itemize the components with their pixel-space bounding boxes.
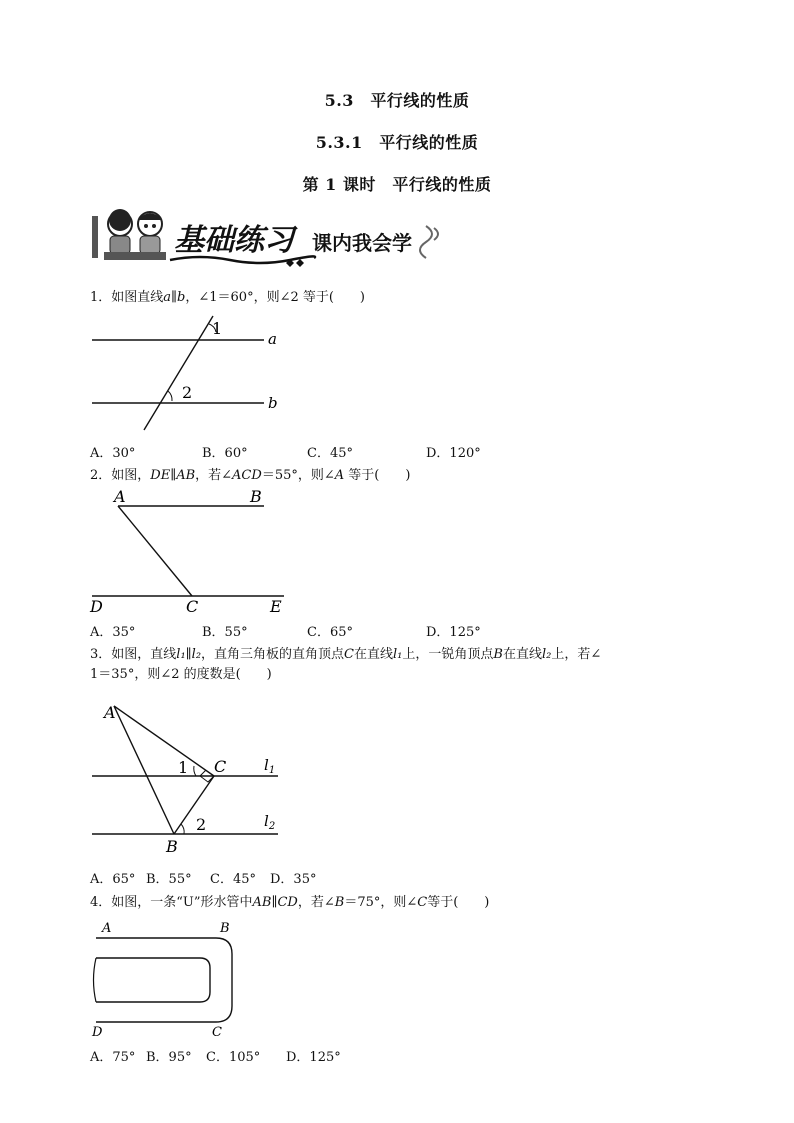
angle-2-label: 2 bbox=[182, 383, 193, 402]
q4-option-c[interactable]: C．105° bbox=[206, 1050, 261, 1065]
pipe-c-label: C bbox=[212, 1025, 222, 1040]
banner-main-text: 基础练习 bbox=[174, 223, 294, 258]
q1-option-c[interactable]: C．45° bbox=[307, 446, 353, 461]
angle-1-label: 1 bbox=[178, 758, 189, 777]
point-c-label: C bbox=[186, 597, 199, 616]
question-4-text: 4．如图，一条“U”形水管中AB∥CD，若∠B＝75°，则∠C等于( ) bbox=[90, 895, 490, 910]
question-1-text: 1．如图直线a∥b，∠1＝60°，则∠2 等于( ) bbox=[90, 290, 366, 305]
question-2-figure bbox=[88, 486, 298, 618]
question-1-figure bbox=[88, 312, 298, 434]
pipe-a-label: A bbox=[102, 921, 112, 936]
banner-sub-text: 课内我会学 bbox=[312, 231, 412, 255]
pipe-b-label: B bbox=[220, 921, 230, 936]
line-l1-label: $l_1$ bbox=[264, 756, 276, 776]
q4-option-d[interactable]: D．125° bbox=[286, 1050, 341, 1065]
line-a-label: a bbox=[268, 330, 277, 348]
vertex-b-label: B bbox=[166, 837, 178, 856]
line-l2-label: $l_2$ bbox=[264, 812, 276, 832]
q1-option-d[interactable]: D．120° bbox=[426, 446, 481, 461]
q4-option-a[interactable]: A．75° bbox=[90, 1050, 136, 1065]
angle-2-label: 2 bbox=[196, 815, 207, 834]
angle-1-label: 1 bbox=[212, 319, 223, 338]
practice-banner bbox=[90, 206, 450, 270]
point-a-label: A bbox=[114, 487, 126, 506]
question-3-figure bbox=[88, 700, 288, 860]
subsection-title: 5.3.1 平行线的性质 bbox=[315, 133, 479, 152]
q1-option-b[interactable]: B．60° bbox=[202, 446, 248, 461]
q2-option-d[interactable]: D．125° bbox=[426, 625, 481, 640]
point-d-label: D bbox=[90, 597, 103, 616]
q2-option-a[interactable]: A．35° bbox=[90, 625, 136, 640]
q3-option-b[interactable]: B．55° bbox=[146, 872, 192, 887]
q3-option-c[interactable]: C．45° bbox=[210, 872, 256, 887]
point-b-label: B bbox=[250, 487, 262, 506]
q2-option-c[interactable]: C．65° bbox=[307, 625, 353, 640]
q3-option-d[interactable]: D．35° bbox=[270, 872, 317, 887]
swirl-ornament-icon bbox=[420, 226, 438, 258]
cartoon-kids-icon bbox=[92, 209, 166, 260]
q3-option-a[interactable]: A．65° bbox=[90, 872, 136, 887]
q1-option-a[interactable]: A．30° bbox=[90, 446, 136, 461]
question-4-figure bbox=[88, 916, 248, 1040]
point-e-label: E bbox=[270, 597, 282, 616]
q2-option-b[interactable]: B．55° bbox=[202, 625, 248, 640]
vertex-c-label: C bbox=[214, 757, 227, 776]
section-title: 5.3 平行线的性质 bbox=[324, 91, 470, 110]
question-2-text: 2．如图，DE∥AB，若∠ACD＝55°，则∠A 等于( ) bbox=[90, 468, 411, 483]
question-3-text: 3．如图，直线l₁∥l₂，直角三角板的直角顶点C在直线l₁上，一锐角顶点B在直线l₂上，若∠ 1＝35°，则∠2 的度数是( ) bbox=[90, 647, 602, 682]
vertex-a-label: A bbox=[104, 703, 116, 722]
pipe-d-label: D bbox=[92, 1025, 103, 1040]
q4-option-b[interactable]: B．95° bbox=[146, 1050, 192, 1065]
lesson-title: 第 1 课时 平行线的性质 bbox=[302, 175, 492, 194]
line-b-label: b bbox=[268, 394, 278, 412]
